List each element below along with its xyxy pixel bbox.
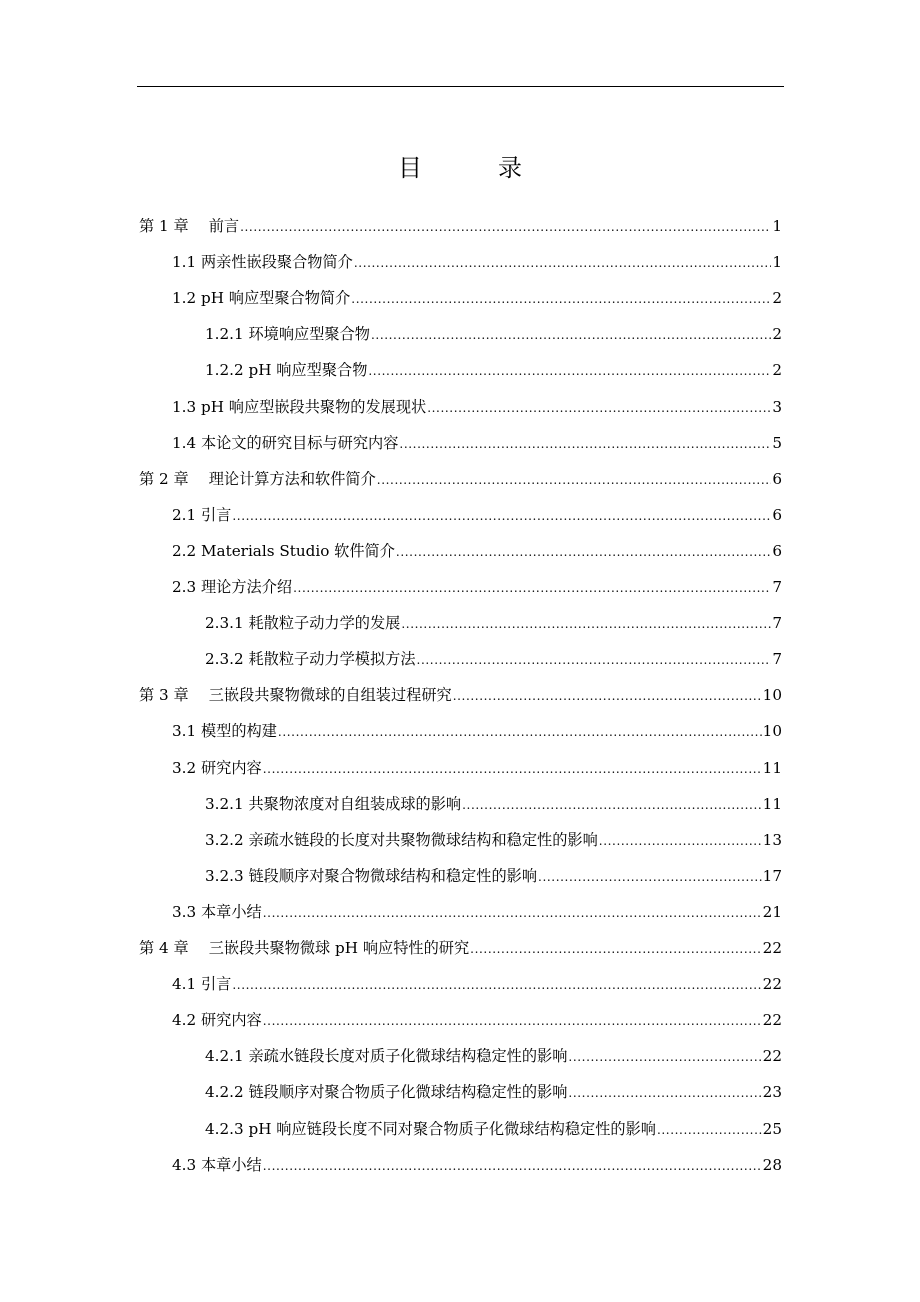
toc-dot-leader bbox=[351, 289, 771, 309]
toc-entry-label: 1.2.2 pH 响应型聚合物 bbox=[205, 361, 368, 380]
toc-entry[interactable] bbox=[205, 830, 782, 850]
toc-entry[interactable] bbox=[205, 1046, 782, 1066]
toc-entry-page: 28 bbox=[762, 1155, 782, 1174]
toc-entry[interactable] bbox=[205, 649, 782, 669]
toc-entry-page: 1 bbox=[772, 253, 782, 272]
toc-dot-leader bbox=[368, 361, 771, 381]
toc-entry-page: 3 bbox=[772, 397, 782, 416]
toc-entry-label: 4.2 研究内容 bbox=[172, 1011, 262, 1030]
toc-entry-label: 1.4 本论文的研究目标与研究内容 bbox=[172, 433, 399, 452]
toc-dot-leader bbox=[263, 1156, 762, 1176]
toc-entry-page: 10 bbox=[762, 686, 782, 705]
toc-entry[interactable] bbox=[172, 541, 782, 561]
header-rule bbox=[137, 86, 784, 87]
toc-entry-page: 2 bbox=[772, 361, 782, 380]
toc-dot-leader bbox=[396, 542, 771, 562]
toc-dot-leader bbox=[371, 325, 771, 345]
toc-entry[interactable] bbox=[139, 938, 782, 958]
toc-entry-label: 3.2 研究内容 bbox=[172, 758, 262, 777]
toc-entry-page: 11 bbox=[762, 758, 782, 777]
toc-entry-label: 2.3.1 耗散粒子动力学的发展 bbox=[205, 614, 401, 633]
toc-entry[interactable] bbox=[172, 974, 782, 994]
toc-entry[interactable] bbox=[205, 1082, 782, 1102]
toc-entry-label: 第 1 章 前言 bbox=[139, 217, 240, 235]
toc-dot-leader bbox=[401, 614, 771, 634]
toc-entry-label: 3.3 本章小结 bbox=[172, 902, 262, 921]
toc-entry[interactable] bbox=[172, 902, 782, 922]
toc-dot-leader bbox=[263, 1011, 762, 1031]
toc-entry-page: 2 bbox=[772, 325, 782, 344]
toc-entry-label: 3.2.1 共聚物浓度对自组装成球的影响 bbox=[205, 794, 462, 813]
toc-entry-page: 6 bbox=[772, 541, 782, 560]
toc-entry-page: 17 bbox=[762, 866, 782, 885]
toc-entry[interactable] bbox=[205, 794, 782, 814]
toc-entry[interactable] bbox=[172, 1010, 782, 1030]
toc-entry[interactable] bbox=[205, 866, 782, 886]
toc-entry-page: 22 bbox=[762, 1047, 782, 1066]
toc-dot-leader bbox=[377, 470, 772, 490]
toc-entry[interactable] bbox=[205, 613, 782, 633]
toc-dot-leader bbox=[399, 434, 771, 454]
toc-entry-label: 第 3 章 三嵌段共聚物微球的自组装过程研究 bbox=[139, 686, 452, 705]
toc-entry-page: 6 bbox=[772, 505, 782, 524]
toc-entry[interactable] bbox=[205, 1119, 782, 1139]
toc-entry-label: 1.2 pH 响应型聚合物简介 bbox=[172, 289, 351, 308]
toc-entry[interactable] bbox=[172, 721, 782, 741]
toc-dot-leader bbox=[232, 506, 771, 526]
toc-dot-leader bbox=[453, 686, 762, 706]
toc-entry-page: 7 bbox=[772, 578, 782, 596]
toc-entry[interactable] bbox=[172, 252, 782, 272]
toc-entry-page: 25 bbox=[762, 1119, 782, 1138]
toc-entry[interactable] bbox=[139, 685, 782, 705]
toc-entry-label: 第 4 章 三嵌段共聚物微球 pH 响应特性的研究 bbox=[139, 939, 470, 957]
toc-entry-label: 2.3 理论方法介绍 bbox=[172, 578, 293, 596]
toc-dot-leader bbox=[240, 217, 771, 237]
toc-dot-leader bbox=[470, 939, 762, 959]
toc-entry-label: 3.1 模型的构建 bbox=[172, 722, 277, 741]
toc-entry-label: 2.2 Materials Studio 软件简介 bbox=[172, 541, 395, 560]
toc-entry-page: 7 bbox=[772, 650, 782, 669]
toc-entry-label: 3.2.2 亲疏水链段的长度对共聚物微球结构和稳定性的影响 bbox=[205, 830, 598, 849]
toc-entry-page: 23 bbox=[762, 1083, 782, 1102]
toc-entry-page: 22 bbox=[762, 939, 782, 957]
toc-entry[interactable] bbox=[172, 1155, 782, 1175]
toc-dot-leader bbox=[427, 398, 771, 418]
toc-dot-leader bbox=[538, 867, 762, 887]
toc-entry-page: 10 bbox=[762, 722, 782, 741]
toc-dot-leader bbox=[354, 253, 771, 273]
toc-entry-page: 11 bbox=[762, 794, 782, 813]
toc-entry[interactable] bbox=[172, 577, 782, 597]
toc-dot-leader bbox=[278, 722, 762, 742]
toc-entry-page: 5 bbox=[772, 433, 782, 452]
toc-entry[interactable] bbox=[205, 324, 782, 344]
toc-entry-label: 2.3.2 耗散粒子动力学模拟方法 bbox=[205, 650, 416, 669]
toc-dot-leader bbox=[263, 759, 762, 779]
toc-entry[interactable] bbox=[172, 288, 782, 308]
toc-entry-label: 1.1 两亲性嵌段聚合物简介 bbox=[172, 253, 353, 272]
toc-entry-page: 13 bbox=[762, 830, 782, 849]
toc-dot-leader bbox=[417, 650, 772, 670]
toc-entry-page: 6 bbox=[772, 469, 782, 488]
toc-entry[interactable] bbox=[139, 216, 782, 236]
toc-entry-page: 1 bbox=[772, 217, 782, 235]
toc-entry-label: 2.1 引言 bbox=[172, 505, 232, 524]
toc-entry-label: 4.2.1 亲疏水链段长度对质子化微球结构稳定性的影响 bbox=[205, 1047, 568, 1066]
toc-dot-leader bbox=[293, 578, 771, 598]
toc-entry-label: 4.2.2 链段顺序对聚合物质子化微球结构稳定性的影响 bbox=[205, 1083, 568, 1102]
toc-dot-leader bbox=[599, 831, 762, 851]
toc-entry-label: 4.2.3 pH 响应链段长度不同对聚合物质子化微球结构稳定性的影响 bbox=[205, 1119, 656, 1138]
toc-entry-label: 1.2.1 环境响应型聚合物 bbox=[205, 325, 370, 344]
toc-entry-label: 1.3 pH 响应型嵌段共聚物的发展现状 bbox=[172, 397, 427, 416]
toc-entry-label: 4.3 本章小结 bbox=[172, 1155, 262, 1174]
toc-entry-page: 21 bbox=[762, 902, 782, 921]
toc-entry-page: 22 bbox=[762, 975, 782, 994]
toc-entry[interactable] bbox=[139, 469, 782, 489]
page-title: 目 录 bbox=[398, 154, 548, 182]
toc-dot-leader bbox=[568, 1083, 761, 1103]
toc-entry[interactable] bbox=[172, 397, 782, 417]
toc-entry[interactable] bbox=[172, 758, 782, 778]
toc-entry-label: 4.1 引言 bbox=[172, 975, 232, 994]
toc-entry[interactable] bbox=[205, 360, 782, 380]
toc-dot-leader bbox=[263, 903, 762, 923]
toc-entry-page: 2 bbox=[772, 289, 782, 308]
toc-entry-page: 7 bbox=[772, 614, 782, 633]
toc-dot-leader bbox=[462, 795, 762, 815]
toc-entry-page: 22 bbox=[762, 1011, 782, 1030]
toc-dot-leader bbox=[657, 1120, 762, 1140]
toc-dot-leader bbox=[568, 1047, 761, 1067]
toc-entry-label: 第 2 章 理论计算方法和软件简介 bbox=[139, 469, 376, 488]
toc-entry[interactable] bbox=[172, 505, 782, 525]
toc-entry[interactable] bbox=[172, 433, 782, 453]
toc-dot-leader bbox=[232, 975, 761, 995]
toc-entry-label: 3.2.3 链段顺序对聚合物微球结构和稳定性的影响 bbox=[205, 866, 538, 885]
